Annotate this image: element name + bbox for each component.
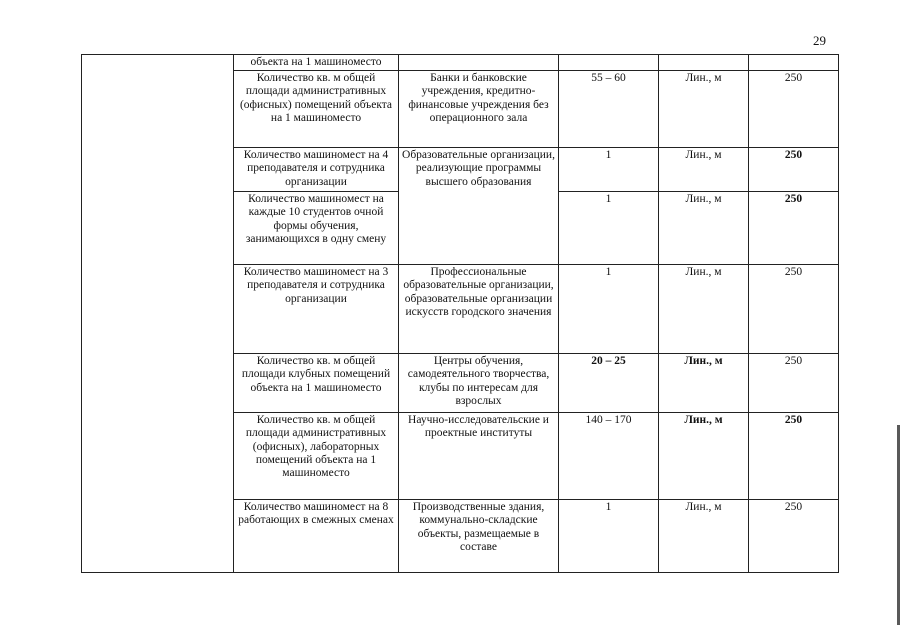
value-cell: 1 <box>559 500 659 573</box>
object-cell: Образовательные организации, реализующие программы высшего образования <box>399 148 559 265</box>
distance-cell: 250 <box>749 500 839 573</box>
indicator-cell: Количество машиномест на 8 работающих в смежных сменах <box>234 500 399 573</box>
object-cell: Центры обучения, самодеятельного творчества, клубы по интересам для взрослых <box>399 354 559 413</box>
indicator-cell: Количество машиномест на 3 преподавателя и сотрудника организации <box>234 265 399 354</box>
object-cell: Банки и банковские учреждения, кредитно-финансовые учреждения без операционного зала <box>399 71 559 148</box>
value-cell: 1 <box>559 148 659 192</box>
scan-edge-mark <box>897 425 900 625</box>
distance-cell: 250 <box>749 413 839 500</box>
value-cell: 1 <box>559 265 659 354</box>
unit-cell: Лин., м <box>659 500 749 573</box>
distance-cell: 250 <box>749 354 839 413</box>
indicator-cell: Количество кв. м общей площади административных (офисных), лабораторных помещений объекта на 1 машиноместо <box>234 413 399 500</box>
indicator-cell: Количество машиномест на каждые 10 студентов очной формы обучения, занимающихся в одну смену <box>234 192 399 265</box>
parking-norms-table <box>81 54 839 573</box>
value-cell: 55 – 60 <box>559 71 659 148</box>
object-cell: Научно-исследовательские и проектные институты <box>399 413 559 500</box>
table-row <box>82 55 839 71</box>
distance-cell: 250 <box>749 148 839 192</box>
distance-cell: 250 <box>749 192 839 265</box>
unit-cell: Лин., м <box>659 71 749 148</box>
unit-cell: Лин., м <box>659 413 749 500</box>
category-cell <box>82 55 234 573</box>
value-cell <box>559 55 659 71</box>
indicator-cell: Количество кв. м общей площади административных (офисных) помещений объекта на 1 машиноместо <box>234 71 399 148</box>
object-cell: Профессиональные образовательные организации, образовательные организации искусств городского значения <box>399 265 559 354</box>
value-cell: 1 <box>559 192 659 265</box>
unit-cell <box>659 55 749 71</box>
distance-cell: 250 <box>749 265 839 354</box>
indicator-cell: объекта на 1 машиноместо <box>234 55 399 71</box>
unit-cell: Лин., м <box>659 192 749 265</box>
page-number: 29 <box>813 33 826 48</box>
indicator-cell: Количество машиномест на 4 преподавателя и сотрудника организации <box>234 148 399 192</box>
unit-cell: Лин., м <box>659 148 749 192</box>
distance-cell <box>749 55 839 71</box>
indicator-cell: Количество кв. м общей площади клубных помещений объекта на 1 машиноместо <box>234 354 399 413</box>
object-cell: Производственные здания, коммунально-складские объекты, размещаемые в составе <box>399 500 559 573</box>
unit-cell: Лин., м <box>659 265 749 354</box>
value-cell: 20 – 25 <box>559 354 659 413</box>
object-cell <box>399 55 559 71</box>
value-cell: 140 – 170 <box>559 413 659 500</box>
distance-cell: 250 <box>749 71 839 148</box>
unit-cell: Лин., м <box>659 354 749 413</box>
